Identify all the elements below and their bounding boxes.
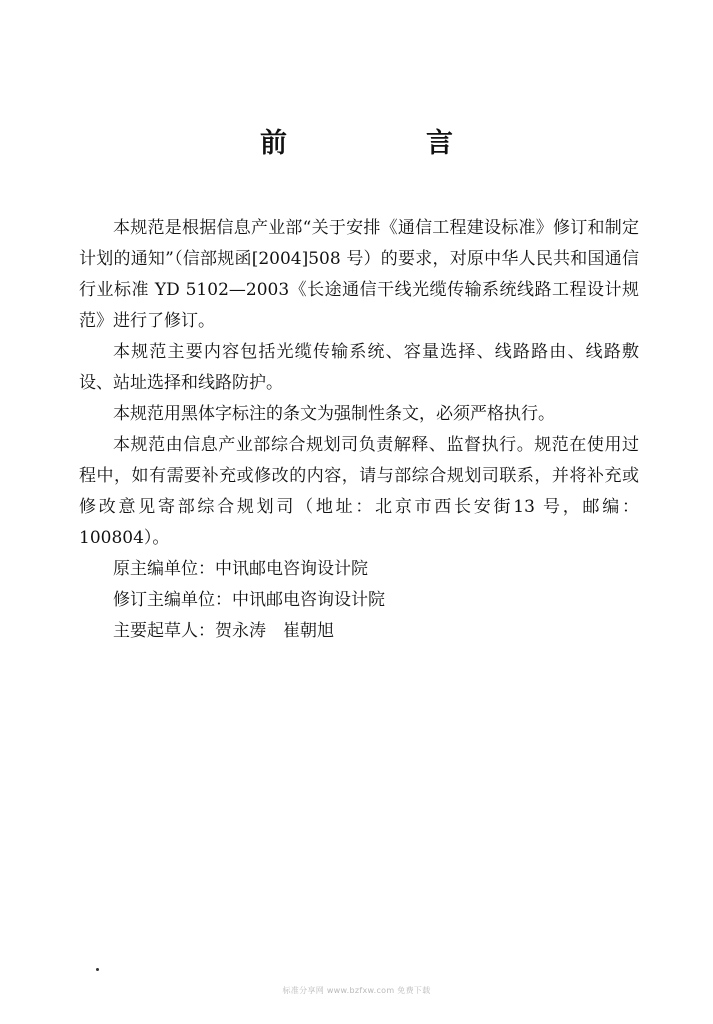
- revision-editor-unit: 修订主编单位：中讯邮电咨询设计院: [113, 590, 385, 610]
- paragraph-mandatory: 本规范用黑体字标注的条文为强制性条文，必须严格执行。: [113, 404, 555, 424]
- preface-body: [79, 213, 639, 647]
- scan-speck: [96, 968, 99, 971]
- main-drafters: 主要起草人：贺永涛 崔朝旭: [113, 621, 334, 641]
- paragraph-interpretation: 本规范由信息产业部综合规划司负责解释、监督执行。规范在使用过程中，如有需要补充或修改的内容，请与部综合规划司联系，并将补充或修改意见寄部综合规划司（地址：北京市西长安街13 号，邮编：100804）。: [79, 435, 639, 548]
- page-title: 前 言: [260, 128, 509, 159]
- footer-watermark: 标准分享网 www.bzfxw.com 免费下载: [282, 986, 431, 995]
- paragraph-content: 本规范主要内容包括光缆传输系统、容量选择、线路路由、线路敷设、站址选择和线路防护。: [79, 342, 639, 393]
- paragraph-origin: 本规范是根据信息产业部“关于安排《通信工程建设标准》修订和制定计划的通知”（信部规函[2004]508 号）的要求，对原中华人民共和国通信行业标准 YD 5102—2003《长途通信干线光缆传输系统线路工程设计规范》进行了修订。: [79, 218, 639, 331]
- original-editor-unit: 原主编单位：中讯邮电咨询设计院: [113, 559, 368, 579]
